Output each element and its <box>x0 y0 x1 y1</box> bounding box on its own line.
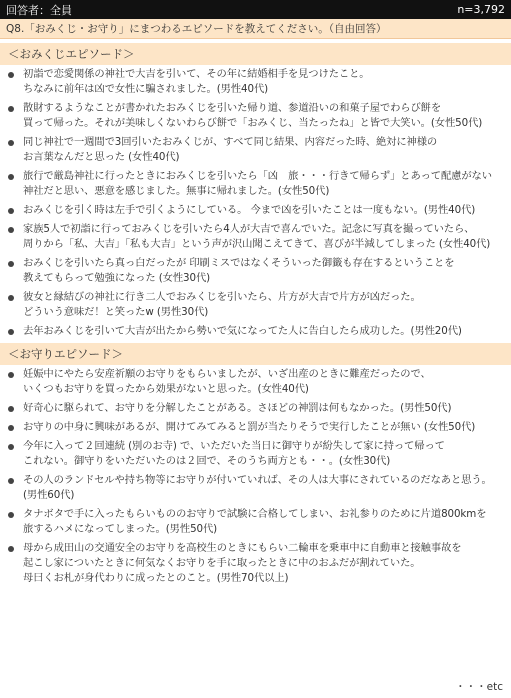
list-item <box>6 222 507 252</box>
header-bar <box>0 0 511 19</box>
episode-text: タナボタで手に入ったもらいもののお守りで試験に合格してしまい、お礼参りのために片道800kmを 旅するハメになってしまった。(男性50代) <box>23 508 487 535</box>
sample-count: n=3,792 <box>457 3 505 16</box>
list-item <box>6 324 507 339</box>
episode-text: おみくじを引く時は左手で引くようにしている。 今まで凶を引いたことは一度もない。(男性40代) <box>23 204 476 216</box>
bullet-icon <box>8 329 14 335</box>
list-item <box>6 101 507 131</box>
episode-text: 旅行で厳島神社に行ったときにおみくじを引いたら「凶 旅・・・行きて帰らず」とあって配慮がない 神社だと思い、悪意を感じました。無事に帰れました。(女性50代) <box>23 170 492 197</box>
bullet-icon <box>8 546 14 552</box>
episode-text: 母から成田山の交通安全のお守りを高校生のときにもらい二輪車を乗車中に自動車と接触事故を 起こし家についたときに何気なくお守りを手に取ったときに中のおふだが割れていた。 母曰くお札が身代わりに成ったとのこと。(男性70代以上) <box>23 542 462 584</box>
episode-text: お守りの中身に興味があるが、開けてみてみると罰が当たりそうで実行したことが無い (女性50代) <box>23 421 476 433</box>
bullet-icon <box>8 512 14 518</box>
bullet-icon <box>8 372 14 378</box>
bullet-icon <box>8 227 14 233</box>
list-item <box>6 507 507 537</box>
bullet-icon <box>8 106 14 112</box>
respondent-label: 回答者：全員 <box>6 3 72 17</box>
list-item <box>6 439 507 469</box>
episode-text: 初詣で恋愛関係の神社で大吉を引いて、その年に結婚相手を見つけたこと。 ちなみに前年は凶で女性に騙されました。(男性40代) <box>23 68 370 95</box>
bullet-icon <box>8 140 14 146</box>
episode-text: 家族5人で初詣に行っておみくじを引いたら4人が大吉で喜んでいた。記念に写真を撮っていたら、 周りから「私、大吉」「私も大吉」という声が沢山聞こえてきて、喜びが半減してしまった (女性40代) <box>23 223 491 250</box>
episode-text: 好奇心に駆られて、お守りを分解したことがある。さほどの神罰は何もなかった。(男性50代) <box>23 402 452 414</box>
bullet-icon <box>8 208 14 214</box>
bullet-icon <box>8 478 14 484</box>
episode-list-omikuji <box>0 65 511 339</box>
bullet-icon <box>8 72 14 78</box>
list-item <box>6 67 507 97</box>
list-item <box>6 290 507 320</box>
episode-text: 去年おみくじを引いて大吉が出たから勢いで気になってた人に告白したら成功した。(男性20代) <box>23 325 462 337</box>
episode-text: 妊娠中にやたら安産祈願のお守りをもらいましたが、いざ出産のときに難産だったので、 いくつもお守りを買ったから効果がないと思った。(女性40代) <box>23 368 431 395</box>
section-title-omamori: ＜お守りエピソード＞ <box>0 343 511 365</box>
section-title-omikuji: ＜おみくじエピソード＞ <box>0 43 511 65</box>
episode-text: 散財するようなことが書かれたおみくじを引いた帰り道、参道沿いの和菓子屋でわらび餅を 買って帰った。それが美味しくないわらび餅で「おみくじ、当たったね」と皆で大笑い。(女性50代) <box>23 102 483 129</box>
section-omamori <box>0 343 511 586</box>
episode-text: 同じ神社で一週間で3回引いたおみくじが、すべて同じ結果、内容だった時、絶対に神様の お言葉なんだと思った (女性40代) <box>23 136 438 163</box>
list-item <box>6 256 507 286</box>
question-text: Q8.「おみくじ・お守り」にまつわるエピソードを教えてください。（自由回答） <box>0 19 511 39</box>
etc-label: ・・・etc <box>455 681 503 693</box>
list-item <box>6 401 507 416</box>
episode-text: 今年に入って２回連続 (別のお寺) で、いただいた当日に御守りが紛失して家に持って帰って これない。御守りをいただいたのは２回で、そのうち両方とも・・。(女性30代) <box>23 440 445 467</box>
bullet-icon <box>8 295 14 301</box>
list-item <box>6 420 507 435</box>
list-item <box>6 367 507 397</box>
list-item <box>6 473 507 503</box>
bullet-icon <box>8 406 14 412</box>
list-item <box>6 135 507 165</box>
episode-text: おみくじを引いたら真っ白だったが 印刷ミスではなくそういった御籤も存在するということを 教えてもらって勉強になった (女性30代) <box>23 257 455 284</box>
bullet-icon <box>8 261 14 267</box>
bullet-icon <box>8 174 14 180</box>
list-item <box>6 203 507 218</box>
episode-list-omamori <box>0 365 511 586</box>
list-item <box>6 541 507 586</box>
episode-text: その人のランドセルや持ち物等にお守りが付いていれば、その人は大事にされているのだなあと思う。 (男性60代) <box>23 474 492 501</box>
section-omikuji <box>0 43 511 339</box>
list-item <box>6 169 507 199</box>
bullet-icon <box>8 444 14 450</box>
bullet-icon <box>8 425 14 431</box>
episode-text: 彼女と縁結びの神社に行き二人でおみくじを引いたら、片方が大吉で片方が凶だった。 どういう意味だ！と笑ったw (男性30代) <box>23 291 421 318</box>
